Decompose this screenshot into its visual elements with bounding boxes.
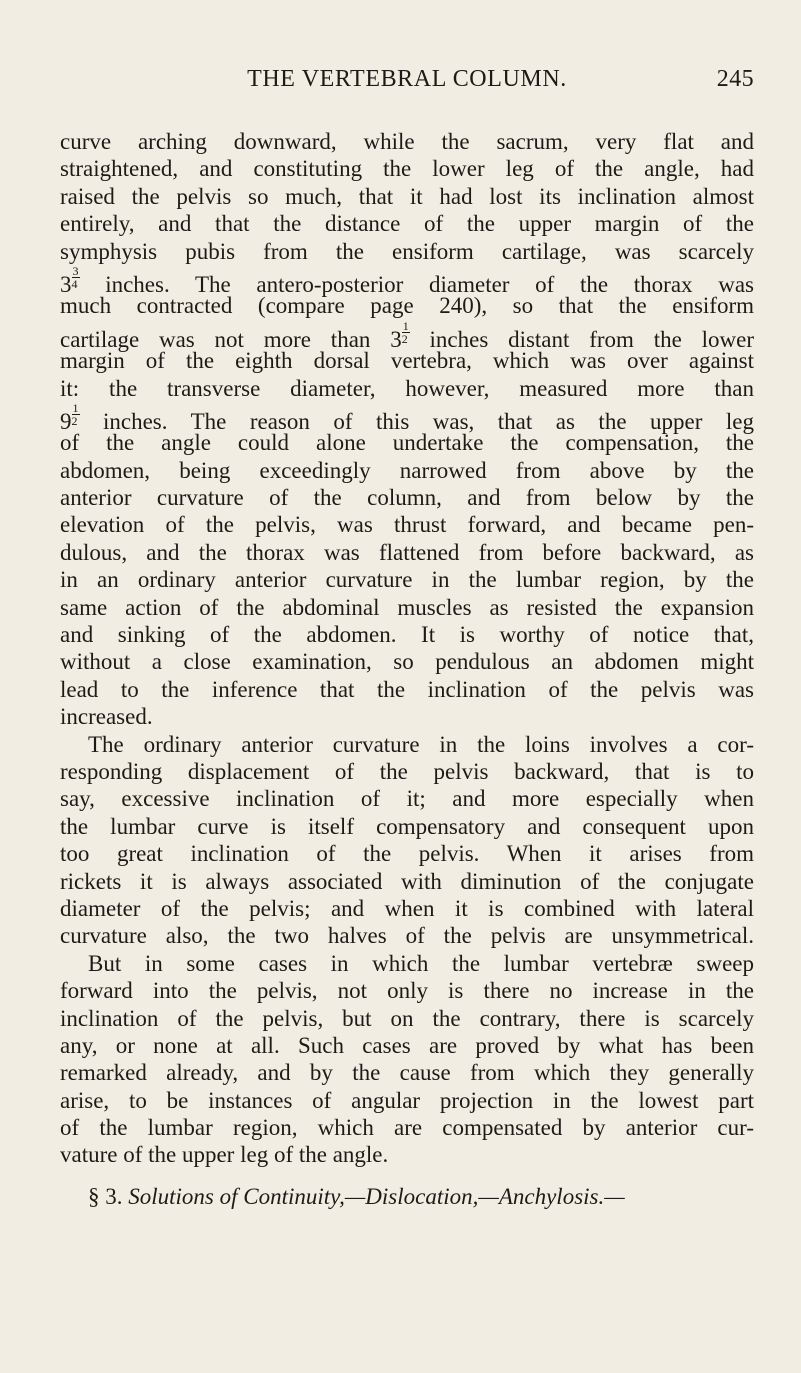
- text-line: margin of the eighth dorsal vertebra, which was over against: [60, 348, 754, 374]
- running-head: [60, 66, 754, 100]
- text-line: [60, 263, 754, 297]
- text-line: anterior curvature of the column, and from below by the: [60, 485, 754, 511]
- text-line: forward into the pelvis, not only is there no increase in the: [60, 978, 754, 1004]
- text-line: curvature also, the two halves of the pelvis are unsymmetrical.: [60, 923, 754, 949]
- text-line: The ordinary anterior curvature in the loins involves a cor-: [88, 731, 754, 757]
- fraction-whole: 3: [60, 271, 72, 297]
- text-line: responding displacement of the pelvis backward, that is to: [60, 758, 754, 784]
- text-line: the lumbar curve is itself compensatory and consequent upon: [60, 813, 754, 839]
- fraction: [72, 402, 80, 427]
- text-line: But in some cases in which the lumbar vertebræ sweep: [88, 950, 754, 976]
- text-line: increased.: [60, 704, 153, 730]
- fraction-denominator: 2: [71, 413, 78, 428]
- text-line: of the angle could alone undertake the compensation, the: [60, 430, 754, 456]
- fraction-denominator: 4: [71, 276, 78, 291]
- text-line: without a close examination, so pendulous an abdomen might: [60, 649, 754, 675]
- fraction-denominator: 2: [401, 331, 408, 346]
- fraction-numerator: 1: [72, 400, 79, 415]
- text-line: symphysis pubis from the ensiform cartilage, was scarcely: [60, 238, 754, 264]
- text-line: say, excessive inclination of it; and more especially when: [60, 786, 754, 812]
- text-line: abdomen, being exceedingly narrowed from above by the: [60, 457, 754, 483]
- fraction-numerator: 1: [402, 318, 409, 333]
- running-title: THE VERTEBRAL COLUMN.: [247, 66, 567, 92]
- text-line: [60, 318, 754, 352]
- text-line: rickets it is always associated with diminution of the conjugate: [60, 868, 754, 894]
- body-text: [60, 128, 754, 1210]
- fraction: [72, 265, 80, 290]
- text-line: of the lumbar region, which are compensated by anterior cur-: [60, 1115, 754, 1141]
- text-line: in an ordinary anterior curvature in the lumbar region, by the: [60, 567, 754, 593]
- text-line: and sinking of the abdomen. It is worthy of notice that,: [60, 622, 754, 648]
- text-line: vature of the upper leg of the angle.: [60, 1142, 389, 1168]
- text-line: too great inclination of the pelvis. When it arises from: [60, 841, 754, 867]
- line-rest: inches. The antero-posterior diameter of the thorax was: [79, 271, 754, 297]
- line-start: cartilage was not more than: [60, 326, 391, 352]
- text-line: remarked already, and by the cause from which they generally: [60, 1060, 754, 1086]
- text-line: it: the transverse diameter, however, measured more than: [60, 375, 754, 401]
- fraction: [402, 320, 410, 345]
- text-line: elevation of the pelvis, was thrust forward, and became pen-: [60, 512, 754, 538]
- text-line: much contracted (compare page 240), so that the ensiform: [60, 293, 754, 319]
- text-line: diameter of the pelvis; and when it is combined with lateral: [60, 895, 754, 921]
- text-line: curve arching downward, while the sacrum, very flat and: [60, 129, 754, 154]
- text-line: straightened, and constituting the lower leg of the angle, had: [60, 156, 754, 182]
- text-line: any, or none at all. Such cases are proved by what has been: [60, 1032, 754, 1058]
- line-rest: inches. The reason of this was, that as the upper leg: [79, 408, 754, 434]
- text-line: [60, 400, 754, 434]
- page-number: 245: [716, 66, 754, 92]
- text-line: entirely, and that the distance of the upper margin of the: [60, 211, 754, 237]
- fraction-numerator: 3: [72, 263, 79, 278]
- section-mark: § 3.: [88, 1183, 123, 1209]
- section-heading: Solutions of Continuity,—Dislocation,—Anchylosis.—: [122, 1183, 625, 1209]
- text-line: lead to the inference that the inclination of the pelvis was: [60, 676, 754, 702]
- section-heading-line: [60, 1183, 754, 1210]
- line-rest: inches distant from the lower: [409, 326, 754, 352]
- fraction-whole: 9: [60, 408, 72, 434]
- text-line: raised the pelvis so much, that it had lost its inclination almost: [60, 183, 754, 209]
- text-line: same action of the abdominal muscles as resisted the expansion: [60, 594, 754, 620]
- text-line: dulous, and the thorax was flattened from before backward, as: [60, 539, 754, 565]
- fraction-whole: 3: [390, 326, 402, 352]
- text-line: arise, to be instances of angular projection in the lowest part: [60, 1087, 754, 1113]
- text-line: inclination of the pelvis, but on the contrary, there is scarcely: [60, 1005, 754, 1031]
